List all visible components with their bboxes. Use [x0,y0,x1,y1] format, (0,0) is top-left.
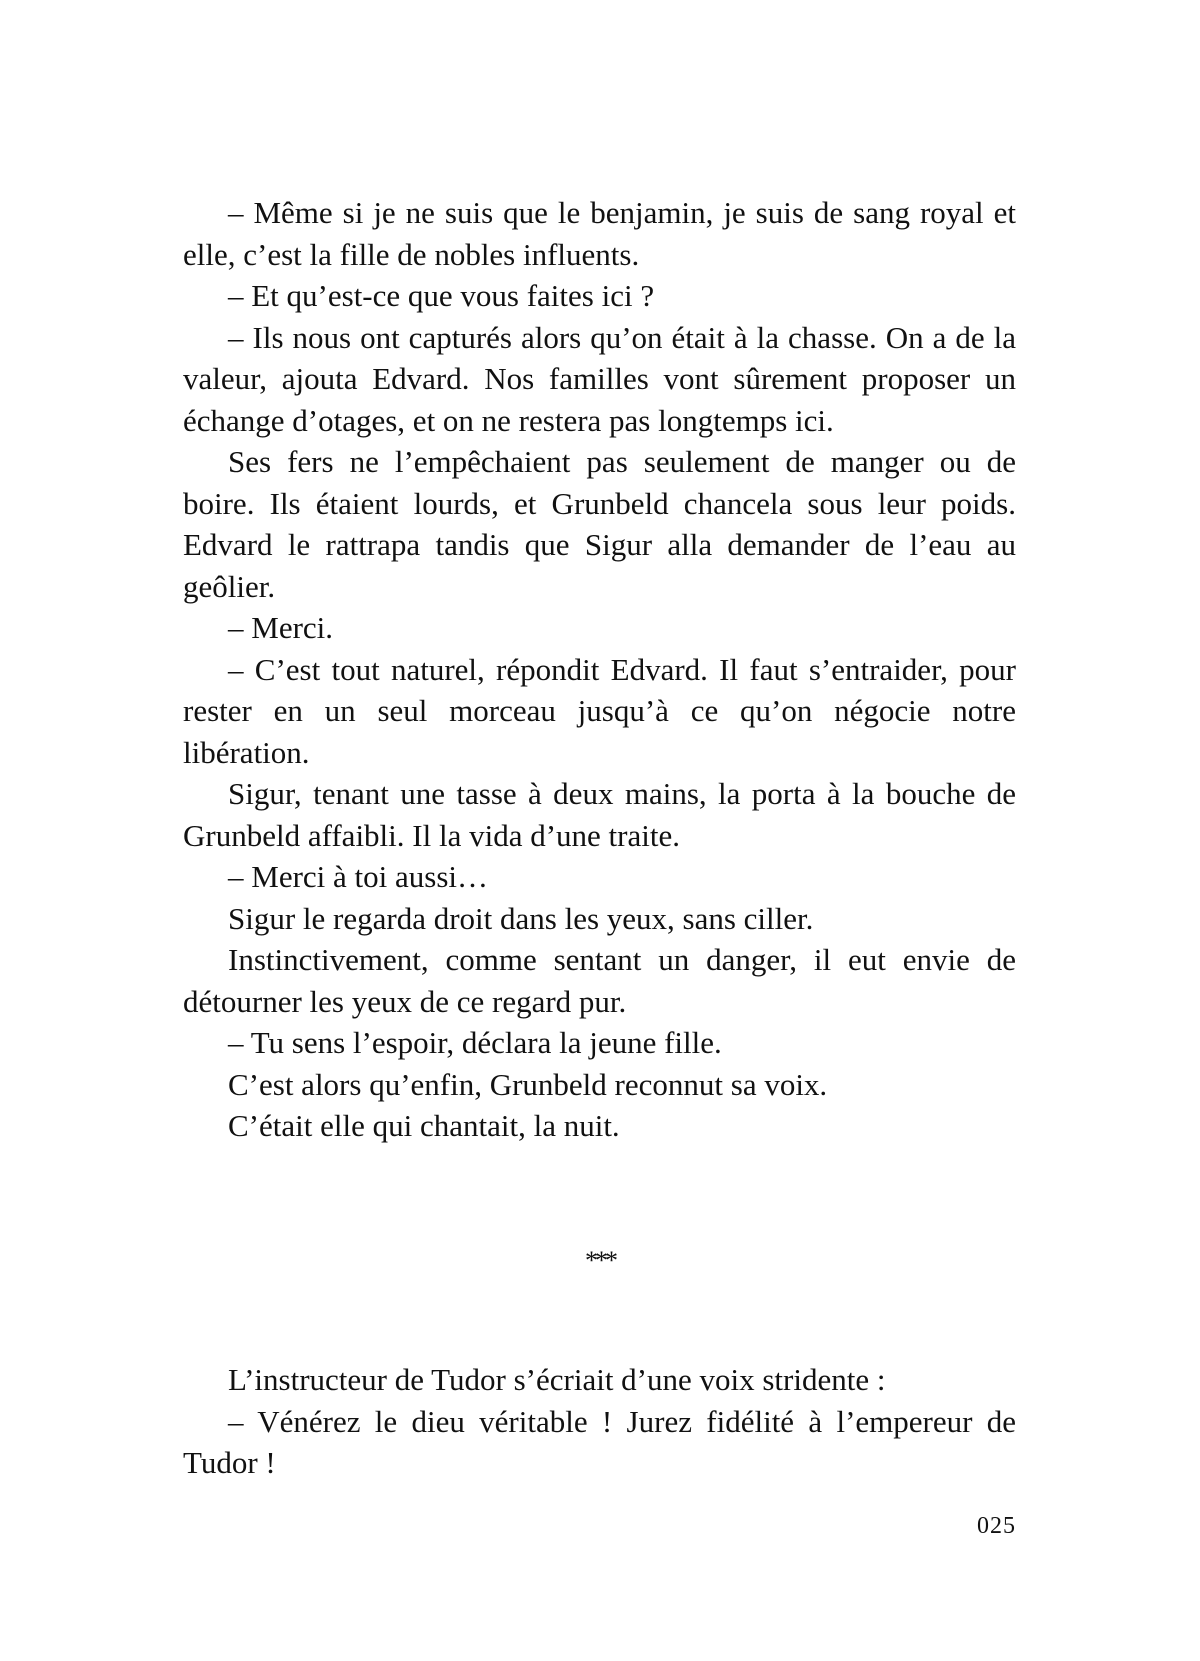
text-block-2 [183,1359,1016,1484]
paragraph: – Vénérez le dieu véritable ! Jurez fidélité à l’empereur de Tudor ! [183,1403,1016,1480]
paragraph: – Merci à toi aussi… [228,859,489,894]
paragraph: C’était elle qui chantait, la nuit. [228,1108,620,1143]
paragraph: L’instructeur de Tudor s’écriait d’une voix stridente : [228,1362,886,1397]
paragraph: Sigur, tenant une tasse à deux mains, la porta à la bouche de Grunbeld affaibli. Il la vida d’une traite. [183,776,1016,853]
section-separator: *** [585,1246,615,1275]
paragraph: – Et qu’est-ce que vous faites ici ? [228,278,655,313]
page-number: 025 [977,1513,1016,1539]
paragraph: Sigur le regarda droit dans les yeux, sans ciller. [228,900,814,936]
paragraph: – Merci. [228,610,334,645]
paragraph: C’est alors qu’enfin, Grunbeld reconnut sa voix. [228,1066,828,1102]
paragraph: – C’est tout naturel, répondit Edvard. Il faut s’entraider, pour rester en un seul morceau jusqu’à ce qu’on négocie notre libération. [183,651,1016,770]
paragraph: Ses fers ne l’empêchaient pas seulement de manger ou de boire. Ils étaient lourds, et Grunbeld chancela sous leur poids. Edvard le rattrapa tandis que Sigur alla demander de l’eau au geôlier. [183,444,1016,604]
paragraph: – Même si je ne suis que le benjamin, je suis de sang royal et elle, c’est la fille de nobles influents. [183,195,1016,272]
paragraph: – Tu sens l’espoir, déclara la jeune fille. [228,1025,722,1060]
text-block-1 [183,192,1016,1147]
paragraph: – Ils nous ont capturés alors qu’on était à la chasse. On a de la valeur, ajouta Edvard. Nos familles vont sûrement proposer un échange d’otages, et on ne restera pas longtemps ici. [183,319,1016,438]
paragraph: Instinctivement, comme sentant un danger, il eut envie de détourner les yeux de ce regard pur. [183,942,1016,1019]
